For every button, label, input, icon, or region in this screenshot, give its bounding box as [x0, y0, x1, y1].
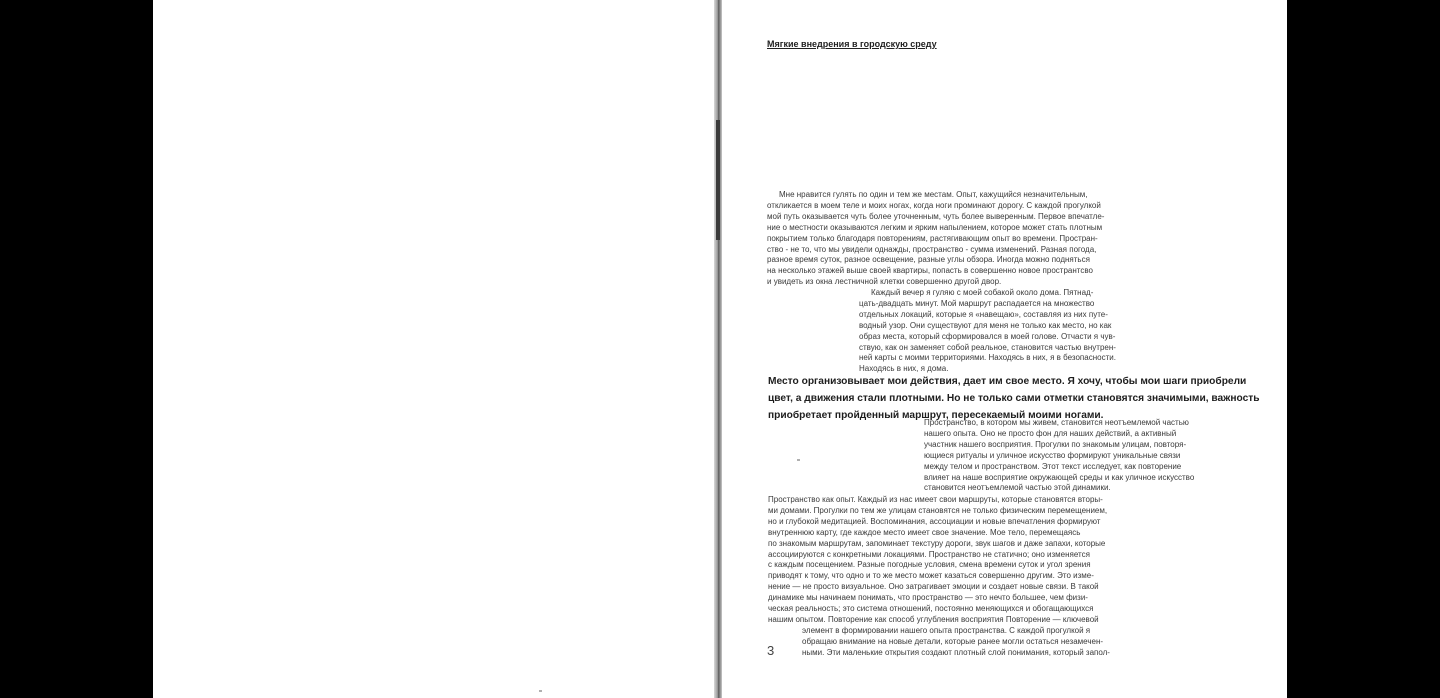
text-line: ческая реальность; это система отношений, постоянно меняющихся и обогащающихся	[768, 604, 1094, 614]
text-line: и увидеть из окна лестничной клетки совершенно другой двор.	[767, 277, 1002, 287]
text-line: Каждый вечер я гуляю с моей собакой около дома. Пятнад-	[871, 288, 1094, 297]
text-line: приводят к тому, что одно и то же место может казаться совершенно другим. Это изме-	[768, 571, 1094, 581]
text-line: мой путь оказывается чуть более уточненным, чуть более выверенным. Первое впечатле-	[767, 211, 1105, 221]
text-line: между телом и пространством. Этот текст исследует, как повторение	[924, 461, 1182, 471]
text-line: динамике мы начинаем понимать, что пространство — это нечто большее, чем физи-	[768, 593, 1088, 603]
text-line: влияет на наше восприятие окружающей среды и как уличное искусство	[924, 472, 1195, 482]
text-line: ными. Эти маленькие открытия создают плотный слой понимания, который запол-	[802, 647, 1110, 657]
text-line: ассоциируются с конкретными локациями. Пространство не статично; оно изменяется	[768, 549, 1090, 559]
pull-quote	[768, 373, 1260, 424]
text-line: Находясь в них, я дома.	[859, 364, 949, 374]
book-spine	[714, 0, 722, 698]
text-line: на несколько этажей выше своей квартиры, попасть в совершенно новое пространтсво	[767, 266, 1093, 276]
paragraph-space-as-experience	[768, 495, 1107, 626]
text-line: образ места, который сформировался в моей голове. Отчасти я чув-	[859, 331, 1116, 341]
text-line: водный узор. Они существуют для меня не только как место, но как	[859, 320, 1112, 330]
text-line: откликается в моем теле и моих ногах, когда ноги проминают дорогу. С каждой прогулкой	[767, 200, 1101, 210]
scan-speck	[797, 459, 800, 461]
text-line: участник нашего восприятия. Прогулки по знакомым улицам, повторя-	[924, 439, 1187, 449]
text-line: разное время суток, разное освещение, разные углы обзора. Иногда можно подняться	[767, 255, 1090, 265]
text-line: с каждым посещением. Разные погодные условия, смена времени суток и угол зрения	[768, 560, 1091, 570]
text-line: цвет, а движения стали плотными. Но не только сами отметки становятся значимыми, важность	[768, 393, 1260, 404]
scan-speck	[539, 690, 542, 692]
text-line: нение — не просто визуальное. Оно затрагивает эмоции и создает новые связи. В такой	[768, 582, 1099, 592]
paragraph-repetition	[802, 626, 1110, 659]
paragraph-evening-walk	[859, 288, 1116, 375]
text-line: Пространство как опыт. Каждый из нас имеет свои маршруты, которые становятся вторы-	[768, 495, 1103, 504]
page-number: 3	[767, 643, 775, 658]
text-line: элемент в формировании нашего опыта пространства. С каждой прогулкой я	[802, 626, 1091, 635]
text-line: покрытием только благодаря повторениям, растягивающим опыт во времени. Простран-	[767, 233, 1098, 243]
text-line: обращаю внимание на новые детали, которые ранее могли остаться незамечен-	[802, 636, 1104, 646]
text-line: Место организовывает мои действия, дает им свое место. Я хочу, чтобы мои шаги приобрели	[768, 376, 1247, 387]
paragraph-space-experience	[924, 418, 1194, 494]
text-line: становится неотъемлемой частью этой динамики.	[924, 483, 1111, 493]
text-line: ствую, как он заменяет собой реальное, становится частью внутрен-	[859, 342, 1116, 352]
spine-shadow	[716, 120, 720, 240]
text-line: внутреннюю карту, где каждое место имеет свое значение. Мое тело, перемещаясь	[768, 527, 1081, 537]
text-line: нашего опыта. Оно не просто фон для наших действий, а активный	[924, 428, 1177, 438]
text-line: ней карты с моими территориями. Находясь в них, я в безопасности.	[859, 353, 1116, 363]
text-line: ющиеся ритуалы и уличное искусство формируют уникальные связи	[924, 450, 1181, 460]
text-line: ми домами. Прогулки по тем же улицам становятся не только физическим перемещением,	[768, 505, 1108, 515]
text-line: отдельных локаций, которые я «навещаю», составляя из них путе-	[859, 309, 1108, 319]
text-line: по знакомым маршрутам, запоминает текстуру дороги, звук шагов и даже запахи, которые	[768, 538, 1106, 548]
running-head: Мягкие внедрения в городскую среду	[767, 39, 937, 49]
text-line: но и глубокой медитацией. Воспоминания, ассоциации и новые впечатления формируют	[768, 516, 1101, 526]
text-line: цать-двадцать минут. Мой маршрут распадается на множество	[859, 298, 1095, 308]
text-line: нашим опытом. Повторение как способ углубления восприятия Повторение — ключевой	[768, 614, 1099, 624]
text-line: Пространство, в котором мы живем, становится неотъемлемой частью	[924, 418, 1189, 427]
text-line: ство - не то, что мы увидели однажды, пространство - сумма изменений. Разная погода,	[767, 244, 1097, 254]
paragraph-intro	[767, 190, 1104, 288]
text-line: Мне нравится гулять по один и тем же местам. Опыт, кажущийся незначительным,	[779, 190, 1088, 199]
text-line: приобретает пройденный маршрут, пересекаемый моими ногами.	[768, 410, 1104, 421]
text-line: ние о местности оказываются легким и ярким напылением, которое может стать плотным	[767, 222, 1103, 232]
left-page-blank	[153, 0, 717, 698]
